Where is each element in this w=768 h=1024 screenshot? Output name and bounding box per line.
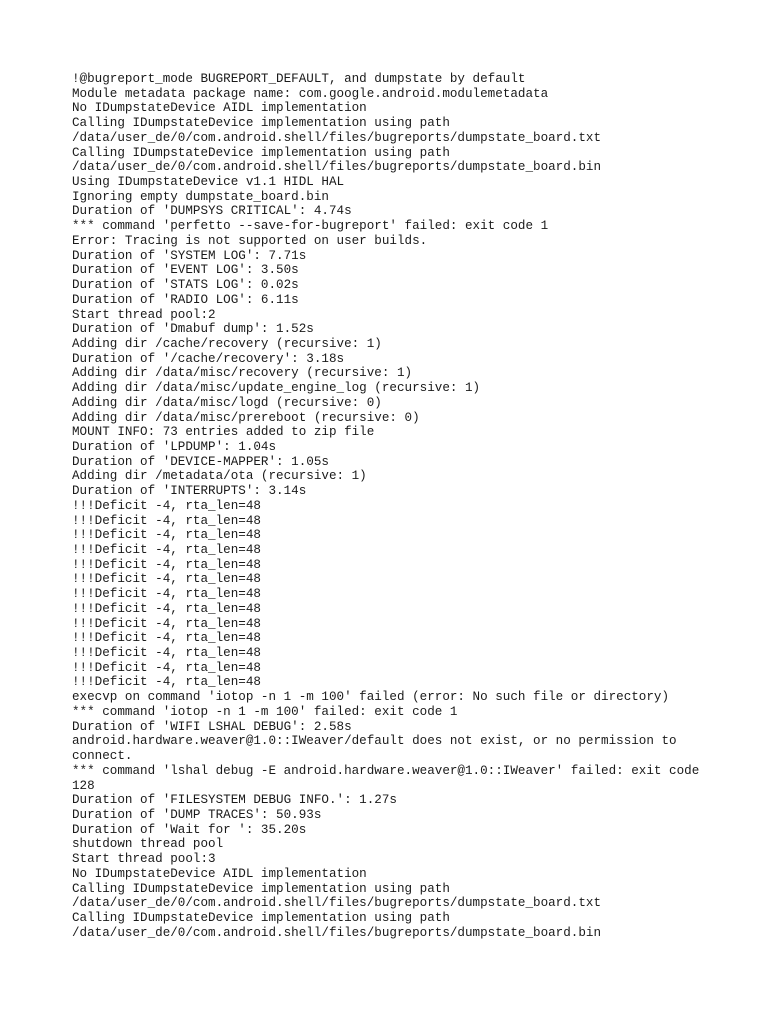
log-line: Ignoring empty dumpstate_board.bin <box>72 189 329 204</box>
log-line: Duration of 'WIFI LSHAL DEBUG': 2.58s <box>72 719 352 734</box>
log-line: Duration of 'SYSTEM LOG': 7.71s <box>72 248 307 263</box>
log-line: connect. <box>72 749 133 764</box>
log-line: Error: Tracing is not supported on user builds. <box>72 233 428 248</box>
log-line: No IDumpstateDevice AIDL implementation <box>72 101 367 116</box>
log-line: Duration of '/cache/recovery': 3.18s <box>72 351 345 366</box>
log-line: Adding dir /data/misc/logd (recursive: 0) <box>72 395 382 410</box>
log-line: Duration of 'LPDUMP': 1.04s <box>72 439 277 454</box>
log-line: Duration of 'EVENT LOG': 3.50s <box>72 263 299 278</box>
log-line: !!!Deficit -4, rta_len=48 <box>72 646 261 661</box>
log-line: !!!Deficit -4, rta_len=48 <box>72 543 261 557</box>
log-line: Calling IDumpstateDevice implementation using path <box>72 116 450 131</box>
log-line: /data/user_de/0/com.android.shell/files/bugreports/dumpstate_board.bin <box>72 925 602 940</box>
log-line: MOUNT INFO: 73 entries added to zip file <box>72 425 375 440</box>
log-line: /data/user_de/0/com.android.shell/files/bugreports/dumpstate_board.bin <box>72 160 602 175</box>
log-line: Duration of 'FILESYSTEM DEBUG INFO.': 1.27s <box>72 793 397 808</box>
log-line: Duration of 'Dmabuf dump': 1.52s <box>72 322 314 337</box>
log-line: Duration of 'RADIO LOG': 6.11s <box>72 292 299 307</box>
log-line: !!!Deficit -4, rta_len=48 <box>72 557 261 572</box>
log-line: !!!Deficit -4, rta_len=48 <box>72 513 261 528</box>
log-line: !@bugreport_mode BUGREPORT_DEFAULT, and dumpstate by default <box>72 72 526 86</box>
log-line: No IDumpstateDevice AIDL implementation <box>72 866 367 881</box>
log-line: !!!Deficit -4, rta_len=48 <box>72 498 261 513</box>
log-text-block <box>72 72 712 940</box>
log-line: !!!Deficit -4, rta_len=48 <box>72 601 261 616</box>
log-line: Calling IDumpstateDevice implementation using path <box>72 145 450 160</box>
log-line: Start thread pool:2 <box>72 307 216 322</box>
log-line: Module metadata package name: com.google.android.modulemetadata <box>72 86 549 101</box>
log-line: Duration of 'INTERRUPTS': 3.14s <box>72 484 307 499</box>
log-line: !!!Deficit -4, rta_len=48 <box>72 616 261 631</box>
log-line: !!!Deficit -4, rta_len=48 <box>72 587 261 602</box>
log-line: Adding dir /data/misc/recovery (recursive: 1) <box>72 366 413 381</box>
log-line: !!!Deficit -4, rta_len=48 <box>72 660 261 675</box>
log-line: 128 <box>72 778 95 793</box>
log-line: android.hardware.weaver@1.0::IWeaver/default does not exist, or no permission to <box>72 734 677 749</box>
log-line: shutdown thread pool <box>72 837 224 852</box>
log-line: Using IDumpstateDevice v1.1 HIDL HAL <box>72 175 345 190</box>
log-line: *** command 'lshal debug -E android.hardware.weaver@1.0::IWeaver' failed: exit code <box>72 763 700 778</box>
log-line: Duration of 'Wait for ': 35.20s <box>72 822 307 837</box>
log-line: /data/user_de/0/com.android.shell/files/bugreports/dumpstate_board.txt <box>72 130 602 145</box>
log-line: Duration of 'STATS LOG': 0.02s <box>72 278 299 293</box>
log-line: Start thread pool:3 <box>72 852 216 867</box>
log-line: Duration of 'DUMPSYS CRITICAL': 4.74s <box>72 204 352 219</box>
log-line: !!!Deficit -4, rta_len=48 <box>72 528 261 543</box>
log-line: *** command 'perfetto --save-for-bugreport' failed: exit code 1 <box>72 219 549 234</box>
log-line: execvp on command 'iotop -n 1 -m 100' failed (error: No such file or directory) <box>72 690 670 705</box>
log-line: Adding dir /data/misc/update_engine_log (recursive: 1) <box>72 381 481 396</box>
log-line: Adding dir /cache/recovery (recursive: 1) <box>72 336 382 351</box>
log-line: *** command 'iotop -n 1 -m 100' failed: exit code 1 <box>72 704 458 719</box>
log-line: !!!Deficit -4, rta_len=48 <box>72 675 261 690</box>
log-line: /data/user_de/0/com.android.shell/files/bugreports/dumpstate_board.txt <box>72 896 602 911</box>
log-line: Adding dir /metadata/ota (recursive: 1) <box>72 469 367 484</box>
log-line: Adding dir /data/misc/prereboot (recursive: 0) <box>72 410 420 425</box>
log-line: Calling IDumpstateDevice implementation using path <box>72 910 450 925</box>
log-line: Calling IDumpstateDevice implementation using path <box>72 881 450 896</box>
log-line: Duration of 'DUMP TRACES': 50.93s <box>72 807 322 822</box>
log-line: !!!Deficit -4, rta_len=48 <box>72 572 261 587</box>
log-line: !!!Deficit -4, rta_len=48 <box>72 631 261 646</box>
log-line: Duration of 'DEVICE-MAPPER': 1.05s <box>72 454 329 469</box>
